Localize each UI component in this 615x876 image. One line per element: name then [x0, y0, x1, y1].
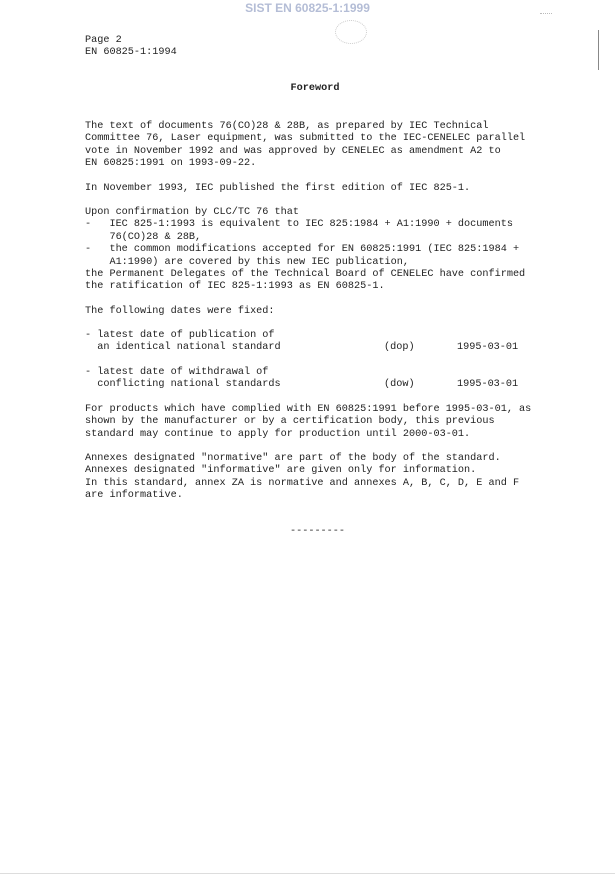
text-line: shown by the manufacturer or by a certification body, this previous	[85, 416, 495, 428]
text-line: In this standard, annex ZA is normative and annexes A, B, C, D, E and F	[85, 477, 520, 489]
text-line: Annexes designated "normative" are part of the body of the standard.	[85, 453, 501, 464]
text-line: - IEC 825-1:1993 is equivalent to IEC 825:1984 + A1:1990 + documents	[85, 219, 513, 231]
page-number: Page 2	[85, 35, 122, 46]
text-line: the Permanent Delegates of the Technical Board of CENELEC have confirmed	[85, 268, 526, 280]
text-line: For products which have complied with EN 60825:1991 before 1995-03-01, as	[85, 404, 532, 415]
date-value: 1995-03-01	[457, 342, 519, 354]
foreword-title: Foreword	[290, 83, 340, 94]
text-line: A1:1990) are covered by this new IEC publication,	[85, 256, 410, 268]
text-line: - the common modifications accepted for EN 60825:1991 (IEC 825:1984 +	[85, 244, 520, 256]
paragraph-5	[85, 404, 531, 441]
text-line: 76(CO)28 & 28B,	[85, 231, 202, 243]
date-row	[85, 379, 518, 391]
scan-bottom-edge	[0, 873, 615, 874]
text-line: The following dates were fixed:	[85, 306, 275, 317]
watermark: SIST EN 60825-1:1999	[245, 1, 370, 15]
text-line: The text of documents 76(CO)28 & 28B, as prepared by IEC Technical	[85, 121, 489, 132]
text-line: Annexes designated "informative" are given only for information.	[85, 465, 477, 477]
paragraph-4	[85, 306, 275, 318]
text-line: are informative.	[85, 490, 183, 502]
date-row	[85, 342, 518, 354]
text-line: In November 1993, IEC published the first edition of IEC 825-1.	[85, 183, 471, 194]
date-value: 1995-03-01	[457, 379, 519, 391]
date-code: (dop)	[384, 342, 415, 354]
text-line: vote in November 1992 and was approved by CENELEC as amendment A2 to	[85, 145, 501, 157]
date-item-dop	[85, 330, 518, 355]
standard-number: EN 60825-1:1994	[85, 47, 177, 59]
page-header	[85, 35, 177, 60]
end-rule: ---------	[289, 526, 346, 537]
scan-noise	[540, 13, 552, 22]
paragraph-2	[85, 183, 470, 195]
text-line: standard may continue to apply for production until 2000-03-01.	[85, 428, 471, 440]
scan-stamp-mark	[335, 20, 367, 44]
date-item-dow	[85, 367, 518, 392]
date-code: (dow)	[384, 379, 415, 391]
date-description: conflicting national standards	[85, 379, 281, 391]
text-line: Upon confirmation by CLC/TC 76 that	[85, 207, 299, 218]
date-description: an identical national standard	[85, 342, 281, 354]
paragraph-3	[85, 207, 525, 294]
text-line: - latest date of publication of	[85, 330, 275, 341]
paragraph-6	[85, 453, 519, 503]
scan-edge-mark	[598, 30, 601, 70]
text-line: EN 60825:1991 on 1993-09-22.	[85, 158, 257, 170]
text-line: the ratification of IEC 825-1:1993 as EN 60825-1.	[85, 281, 385, 293]
text-line: Committee 76, Laser equipment, was submitted to the IEC-CENELEC parallel	[85, 133, 526, 145]
paragraph-1	[85, 121, 525, 171]
text-line: - latest date of withdrawal of	[85, 367, 269, 378]
